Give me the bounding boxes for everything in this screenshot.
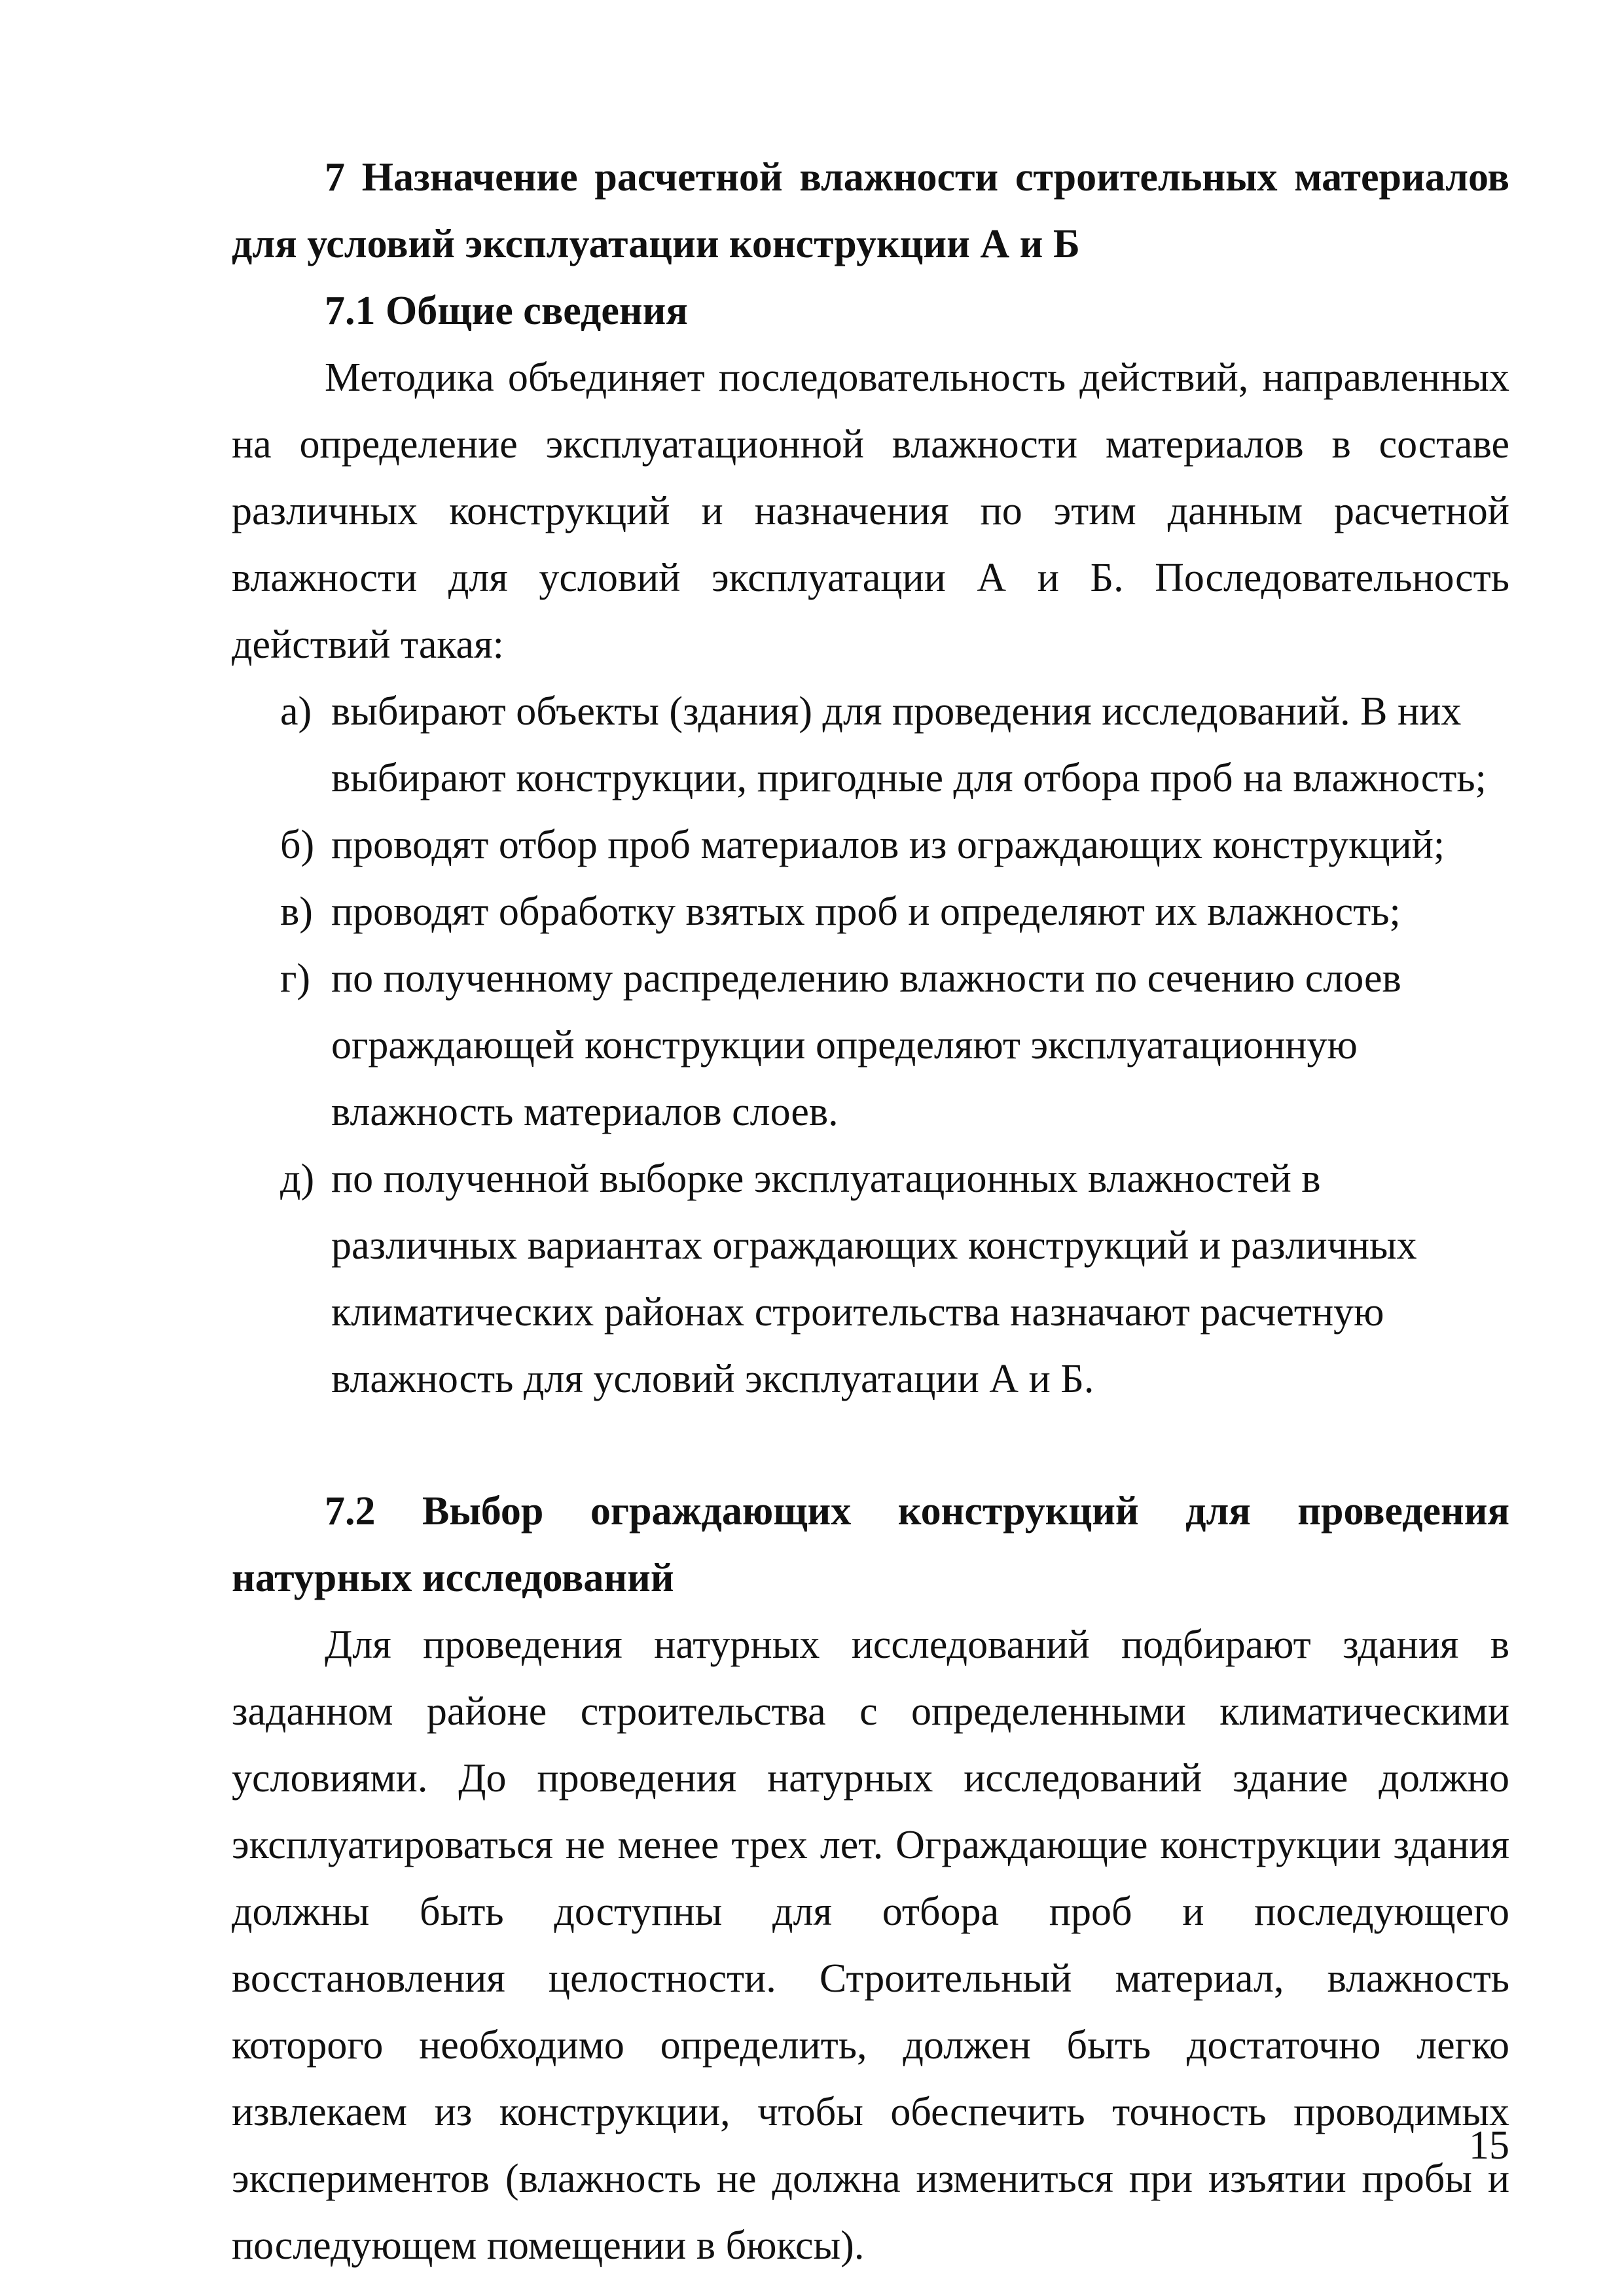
subsection-7-2-body: Для проведения натурных исследований подбирают здания в заданном районе строительства с определенными климатическими условиями. До проведения натурных исследований здание должно эксплуатироваться не менее трех лет. Ограждающие конструкции здания должны быть доступны для отбора проб и последующего восстановления целостности. Строительный материал, влажность которого необходимо определить, должен быть достаточно легко извлекаем из конструкции, чтобы обеспечить точность проводимых экспериментов (влажность не должна измениться при изъятии пробы и последующем помещении в бюксы). [232, 1623, 1509, 2268]
section-7-title: 7 Назначение расчетной влажности строительных материалов для условий эксплуатации конструкции А и Б [232, 155, 1509, 266]
section-spacer [232, 1412, 1509, 1478]
list-item [232, 878, 1509, 945]
list-item [232, 812, 1509, 878]
list-item-text: проводят обработку взятых проб и определяют их влажность; [331, 889, 1401, 934]
list-item-text: проводят отбор проб материалов из ограждающих конструкций; [331, 823, 1445, 867]
list-item-text: по полученному распределению влажности по сечению слоев ограждающей конструкции определяют эксплуатационную влажность материалов слоев. [331, 956, 1401, 1134]
document-page [232, 144, 1509, 2279]
subsection-7-1-intro: Методика объединяет последовательность действий, направленных на определение эксплуатационной влажности материалов в составе различных конструкций и назначения по этим данным расчетной влажности для условий эксплуатации А и Б. Последовательность действий такая: [232, 355, 1509, 667]
list-marker: б) [280, 823, 315, 867]
list-item-text: выбирают объекты (здания) для проведения исследований. В них выбирают конструкции, пригодные для отбора проб на влажность; [331, 689, 1487, 800]
list-marker: а) [280, 689, 312, 734]
subsection-7-2-title: 7.2 Выбор ограждающих конструкций для проведения натурных исследований [232, 1489, 1509, 1600]
subsection-7-1-title: 7.1 Общие сведения [325, 289, 688, 333]
page-number: 15 [1469, 2123, 1509, 2168]
list-marker: д) [280, 1157, 315, 1201]
list-item [232, 945, 1509, 1145]
list-item [232, 678, 1509, 812]
list-marker: г) [280, 956, 311, 1001]
list-marker: в) [280, 889, 313, 934]
list-item [232, 1145, 1509, 1412]
steps-list [232, 678, 1509, 1412]
list-item-text: по полученной выборке эксплуатационных влажностей в различных вариантах ограждающих конструкций и различных климатических районах строительства назначают расчетную влажность для условий эксплуатации А и Б. [331, 1157, 1417, 1401]
